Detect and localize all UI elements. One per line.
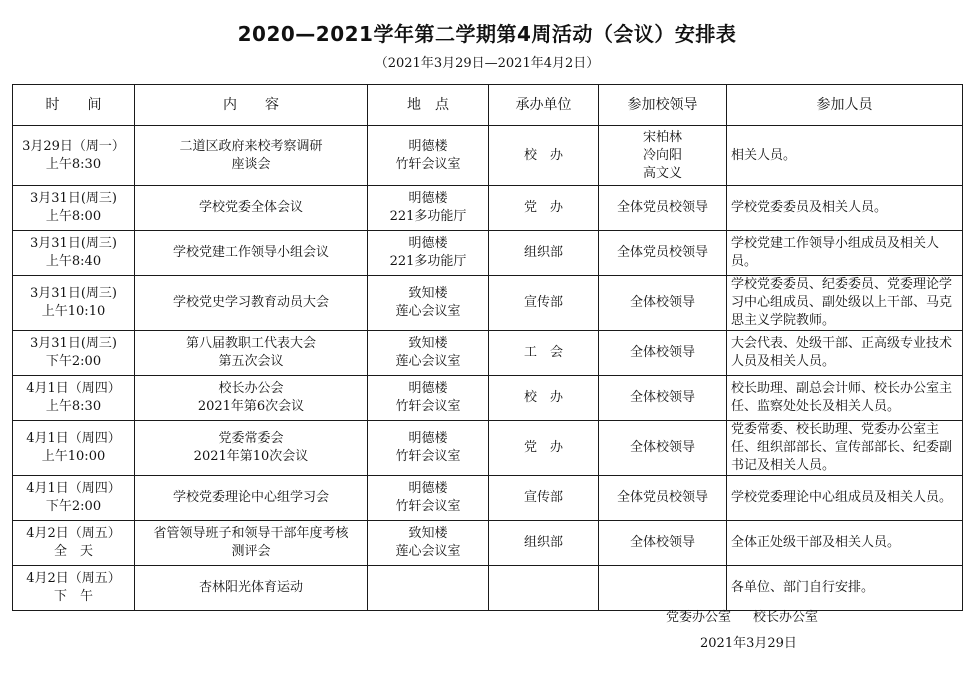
cell-time-line: 上午8:00 bbox=[45, 209, 102, 224]
cell-leaders-line: 全体校领导 bbox=[629, 440, 695, 455]
header-participants: 参加人员 bbox=[727, 85, 963, 126]
cell-content-line: 校长办公会 bbox=[218, 381, 284, 396]
cell-location-line: 明德楼 bbox=[408, 431, 448, 446]
cell-content bbox=[135, 186, 368, 231]
document-title: 2020—2021学年第二学期第4周活动（会议）安排表 bbox=[237, 22, 737, 46]
cell-leaders bbox=[599, 521, 727, 566]
table-header-row bbox=[13, 85, 963, 126]
cell-time-line: 3月31日(周三) bbox=[30, 336, 117, 351]
footer-date: 2021年3月29日 bbox=[700, 636, 797, 651]
cell-content-line: 学校党建工作领导小组会议 bbox=[172, 245, 329, 260]
cell-location bbox=[368, 126, 489, 186]
issuer-president-office: 校长办公室 bbox=[753, 610, 819, 625]
cell-participants: 学校党建工作领导小组成员及相关人员。 bbox=[727, 231, 963, 276]
cell-leaders-line: 宋柏林 bbox=[642, 129, 682, 145]
cell-content-line: 学校党史学习教育动员大会 bbox=[172, 295, 329, 310]
cell-leaders-line: 全体党员校领导 bbox=[616, 490, 708, 505]
cell-location bbox=[368, 521, 489, 566]
cell-content-line: 座谈会 bbox=[231, 156, 271, 172]
header-location: 地 点 bbox=[368, 85, 489, 126]
cell-organizer: 党 办 bbox=[489, 186, 599, 231]
cell-time-line: 4月1日（周四） bbox=[26, 431, 121, 446]
cell-leaders bbox=[599, 186, 727, 231]
cell-time bbox=[13, 476, 135, 521]
cell-participants: 党委常委、校长助理、党委办公室主任、组织部部长、宣传部部长、纪委副书记及相关人员。 bbox=[727, 421, 963, 476]
cell-location bbox=[368, 376, 489, 421]
cell-location-line: 明德楼 bbox=[408, 236, 448, 251]
cell-time bbox=[13, 566, 135, 611]
header-content: 内 容 bbox=[135, 85, 368, 126]
cell-time-line: 3月29日（周一） bbox=[22, 138, 125, 154]
cell-leaders bbox=[599, 126, 727, 186]
cell-time-line: 全 天 bbox=[53, 544, 93, 559]
cell-time-line: 上午10:10 bbox=[41, 304, 106, 319]
cell-time-line: 3月31日(周三) bbox=[30, 191, 117, 206]
cell-participants: 校长助理、副总会计师、校长办公室主任、监察处处长及相关人员。 bbox=[727, 376, 963, 421]
cell-leaders-line: 全体校领导 bbox=[629, 390, 695, 405]
footer-issuers bbox=[0, 606, 974, 625]
cell-leaders-line: 全体党员校领导 bbox=[616, 200, 708, 215]
cell-location-line: 明德楼 bbox=[408, 191, 448, 206]
cell-leaders bbox=[599, 566, 727, 611]
cell-participants: 学校党委委员、纪委委员、党委理论学习中心组成员、副处级以上干部、马克思主义学院教师。 bbox=[727, 276, 963, 331]
cell-time-line: 4月2日（周五） bbox=[26, 571, 121, 586]
cell-organizer bbox=[489, 566, 599, 611]
cell-time bbox=[13, 376, 135, 421]
cell-time-line: 3月31日(周三) bbox=[30, 286, 117, 301]
cell-time-line: 上午10:00 bbox=[41, 449, 106, 464]
cell-location-line: 莲心会议室 bbox=[395, 544, 461, 559]
cell-leaders bbox=[599, 331, 727, 376]
cell-participants: 全体正处级干部及相关人员。 bbox=[727, 521, 963, 566]
cell-organizer: 校 办 bbox=[489, 126, 599, 186]
cell-location-line: 致知楼 bbox=[408, 336, 448, 351]
cell-leaders bbox=[599, 376, 727, 421]
cell-time-line: 上午8:40 bbox=[45, 254, 102, 269]
cell-content-line: 学校党委理论中心组学习会 bbox=[172, 490, 329, 505]
cell-location-line: 致知楼 bbox=[408, 286, 448, 301]
cell-location-line: 竹轩会议室 bbox=[395, 399, 461, 414]
cell-location-line: 竹轩会议室 bbox=[395, 499, 461, 514]
cell-location bbox=[368, 421, 489, 476]
cell-content bbox=[135, 331, 368, 376]
cell-leaders-line: 冷向阳 bbox=[642, 147, 682, 163]
cell-leaders-line: 全体校领导 bbox=[629, 345, 695, 360]
table-row bbox=[13, 521, 963, 566]
cell-organizer: 组织部 bbox=[489, 231, 599, 276]
cell-time bbox=[13, 186, 135, 231]
table-row bbox=[13, 231, 963, 276]
cell-content bbox=[135, 231, 368, 276]
cell-time bbox=[13, 331, 135, 376]
cell-organizer: 组织部 bbox=[489, 521, 599, 566]
cell-organizer: 党 办 bbox=[489, 421, 599, 476]
cell-location-line: 致知楼 bbox=[408, 526, 448, 541]
header-leaders: 参加校领导 bbox=[599, 85, 727, 126]
cell-content bbox=[135, 566, 368, 611]
table-row bbox=[13, 566, 963, 611]
cell-location bbox=[368, 276, 489, 331]
cell-content-line: 党委常委会 bbox=[218, 431, 284, 446]
cell-time-line: 下午2:00 bbox=[45, 354, 102, 369]
header-time: 时 间 bbox=[13, 85, 135, 126]
cell-content bbox=[135, 476, 368, 521]
cell-location-line: 明德楼 bbox=[408, 138, 448, 154]
cell-leaders bbox=[599, 421, 727, 476]
activity-schedule-table bbox=[12, 84, 963, 611]
issuer-party-office: 党委办公室 bbox=[666, 610, 732, 625]
table-row bbox=[13, 476, 963, 521]
cell-content-line: 第八届教职工代表大会 bbox=[185, 336, 316, 351]
cell-participants: 学校党委理论中心组成员及相关人员。 bbox=[727, 476, 963, 521]
table-row bbox=[13, 186, 963, 231]
cell-leaders-line: 全体党员校领导 bbox=[616, 245, 708, 260]
document-date-range: （2021年3月29日—2021年4月2日） bbox=[374, 56, 600, 71]
cell-participants: 相关人员。 bbox=[727, 126, 963, 186]
cell-leaders-line: 全体校领导 bbox=[629, 295, 695, 310]
cell-location-line: 明德楼 bbox=[408, 481, 448, 496]
cell-location-line: 竹轩会议室 bbox=[395, 156, 461, 172]
table-row bbox=[13, 126, 963, 186]
cell-time bbox=[13, 521, 135, 566]
cell-organizer: 工 会 bbox=[489, 331, 599, 376]
cell-content-line: 省管领导班子和领导干部年度考核 bbox=[153, 526, 349, 541]
cell-participants: 各单位、部门自行安排。 bbox=[727, 566, 963, 611]
table-row bbox=[13, 276, 963, 331]
cell-leaders bbox=[599, 231, 727, 276]
cell-location bbox=[368, 331, 489, 376]
cell-leaders bbox=[599, 276, 727, 331]
cell-time-line: 下 午 bbox=[53, 589, 93, 604]
cell-time bbox=[13, 421, 135, 476]
cell-content bbox=[135, 376, 368, 421]
table-row bbox=[13, 331, 963, 376]
cell-content-line: 2021年第10次会议 bbox=[193, 449, 309, 464]
cell-content-line: 2021年第6次会议 bbox=[197, 399, 305, 414]
cell-organizer: 宣传部 bbox=[489, 476, 599, 521]
cell-location-line: 221多功能厅 bbox=[389, 254, 467, 269]
cell-location-line: 莲心会议室 bbox=[395, 354, 461, 369]
cell-time bbox=[13, 276, 135, 331]
cell-leaders bbox=[599, 476, 727, 521]
cell-location-line: 竹轩会议室 bbox=[395, 449, 461, 464]
cell-organizer: 宣传部 bbox=[489, 276, 599, 331]
cell-time-line: 4月2日（周五） bbox=[26, 526, 121, 541]
cell-leaders-line: 高文义 bbox=[642, 165, 682, 181]
cell-content bbox=[135, 521, 368, 566]
cell-content bbox=[135, 126, 368, 186]
table-row bbox=[13, 376, 963, 421]
cell-leaders-line: 全体校领导 bbox=[629, 535, 695, 550]
cell-location-line: 221多功能厅 bbox=[389, 209, 467, 224]
cell-time-line: 4月1日（周四） bbox=[26, 381, 121, 396]
cell-time-line: 4月1日（周四） bbox=[26, 481, 121, 496]
cell-time bbox=[13, 126, 135, 186]
cell-content-line: 学校党委全体会议 bbox=[198, 200, 303, 215]
cell-content bbox=[135, 276, 368, 331]
cell-time-line: 下午2:00 bbox=[45, 499, 102, 514]
cell-location-line: 莲心会议室 bbox=[395, 304, 461, 319]
cell-participants: 大会代表、处级干部、正高级专业技术人员及相关人员。 bbox=[727, 331, 963, 376]
cell-location bbox=[368, 566, 489, 611]
cell-content-line: 杏林阳光体育运动 bbox=[198, 580, 303, 595]
header-organizer: 承办单位 bbox=[489, 85, 599, 126]
cell-location-line: 明德楼 bbox=[408, 381, 448, 396]
cell-content-line: 二道区政府来校考察调研 bbox=[179, 138, 323, 154]
cell-organizer: 校 办 bbox=[489, 376, 599, 421]
cell-content-line: 第五次会议 bbox=[218, 354, 284, 369]
cell-time-line: 3月31日(周三) bbox=[30, 236, 117, 251]
cell-location bbox=[368, 186, 489, 231]
cell-content bbox=[135, 421, 368, 476]
cell-location bbox=[368, 476, 489, 521]
cell-time-line: 上午8:30 bbox=[45, 399, 102, 414]
table-body bbox=[13, 126, 963, 611]
cell-location bbox=[368, 231, 489, 276]
cell-time-line: 上午8:30 bbox=[45, 156, 102, 172]
cell-participants: 学校党委委员及相关人员。 bbox=[727, 186, 963, 231]
table-row bbox=[13, 421, 963, 476]
cell-time bbox=[13, 231, 135, 276]
cell-content-line: 测评会 bbox=[231, 544, 271, 559]
